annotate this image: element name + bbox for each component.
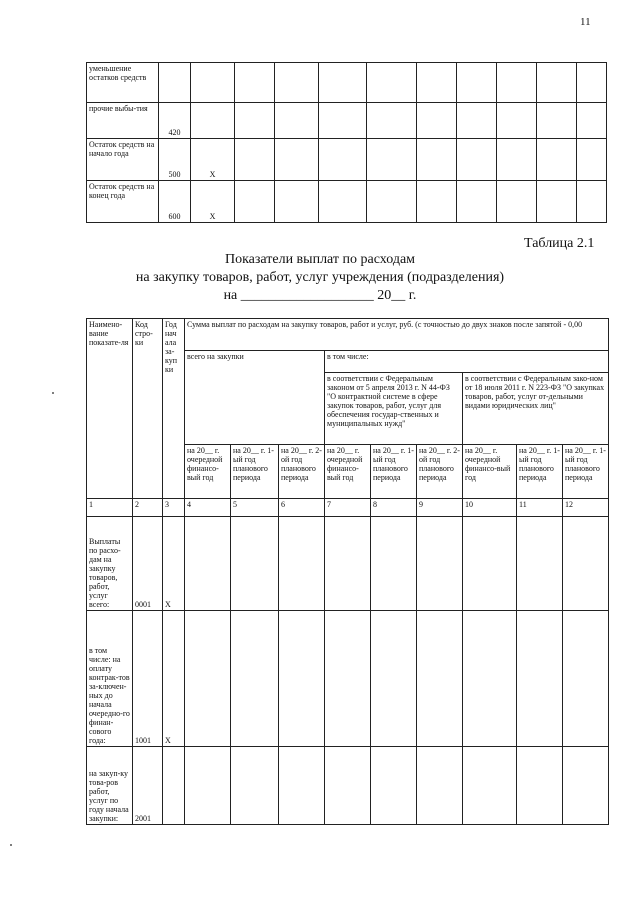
col-number: 3 xyxy=(163,499,185,517)
top-table xyxy=(86,62,607,223)
col-number: 5 xyxy=(231,499,279,517)
header-year: Год нач ала за-куп ки xyxy=(163,319,185,499)
row-name: в том числе: на оплату контрак-тов за-ключен-ных до начала очередно-го финан-сового года: xyxy=(87,611,133,747)
row-code: 500 xyxy=(159,139,191,181)
row-code: 0001 xyxy=(133,517,163,611)
col-number: 2 xyxy=(133,499,163,517)
header-all: всего на закупки xyxy=(185,351,325,445)
period-header: на 20__ г. 2-ой год планового периода xyxy=(417,445,463,499)
col-number: 8 xyxy=(371,499,417,517)
scan-speck xyxy=(10,844,12,846)
row-code: 420 xyxy=(159,103,191,139)
table-row xyxy=(87,181,607,223)
row-code: 2001 xyxy=(133,747,163,825)
title-line-2: на закупку товаров, работ, услуг учреждения (подразделения) xyxy=(135,270,505,285)
col-number: 7 xyxy=(325,499,371,517)
header-name: Наимено-вание показате-ля xyxy=(87,319,133,499)
col-number: 9 xyxy=(417,499,463,517)
row-x xyxy=(191,63,235,103)
table-row xyxy=(87,63,607,103)
title-line-3: на ___________________ 20__ г. xyxy=(223,288,417,303)
table-label: Таблица 2.1 xyxy=(524,236,595,251)
row-code xyxy=(159,63,191,103)
row-name: прочие выбы-тия xyxy=(87,103,159,139)
period-header: на 20__ г. очередной финансо-вый год xyxy=(185,445,231,499)
title-line-1: Показатели выплат по расходам xyxy=(224,252,416,267)
table-row xyxy=(87,611,609,747)
period-header: на 20__ г. 1-ый год планового периода xyxy=(371,445,417,499)
row-code: 1001 xyxy=(133,611,163,747)
row-name: Выплаты по расхо-дам на закупку товаров, работ, услуг всего: xyxy=(87,517,133,611)
col-number: 11 xyxy=(517,499,563,517)
main-table xyxy=(86,318,609,825)
row-x: X xyxy=(191,139,235,181)
row-year xyxy=(163,747,185,825)
row-x: X xyxy=(191,181,235,223)
period-header: на 20__ г. 1-ый год планового периода xyxy=(563,445,609,499)
table-row xyxy=(87,139,607,181)
row-name: уменьшение остатков средств xyxy=(87,63,159,103)
header-law44: в соответствии с Федеральным законом от 5 апреля 2013 г. N 44-ФЗ "О контрактной системе в сфере закупок товаров, работ, услуг для обеспечения государ-ственных и муниципальных нужд" xyxy=(325,373,463,445)
header-incl: в том числе: xyxy=(325,351,609,373)
page-number: 11 xyxy=(580,16,591,28)
row-year: X xyxy=(163,517,185,611)
row-code: 600 xyxy=(159,181,191,223)
scan-speck xyxy=(52,392,54,394)
column-numbers-row xyxy=(87,499,609,517)
table-row xyxy=(87,517,609,611)
col-number: 10 xyxy=(463,499,517,517)
header-sum: Сумма выплат по расходам на закупку товаров, работ и услуг, руб. (с точностью до двух знаков после запятой - 0,00 xyxy=(185,319,609,351)
period-header: на 20__ г. 1-ый год планового периода xyxy=(231,445,279,499)
period-header: на 20__ г. очередной финансо-вый год xyxy=(325,445,371,499)
table-row xyxy=(87,747,609,825)
row-name: на закуп-ку това-ров работ, услуг по году начала закупки: xyxy=(87,747,133,825)
col-number: 4 xyxy=(185,499,231,517)
row-year: X xyxy=(163,611,185,747)
period-header: на 20__ г. 1-ый год планового периода xyxy=(517,445,563,499)
header-law223: в соответствии с Федеральным зако-ном от 18 июля 2011 г. N 223-ФЗ "О закупках товаров, работ, услуг от-дельными видами юридических лиц" xyxy=(463,373,609,445)
col-number: 6 xyxy=(279,499,325,517)
table-row xyxy=(87,103,607,139)
row-name: Остаток средств на начало года xyxy=(87,139,159,181)
period-header: на 20__ г. очередной финансо-вый год xyxy=(463,445,517,499)
row-x xyxy=(191,103,235,139)
col-number: 12 xyxy=(563,499,609,517)
header-code: Код стро-ки xyxy=(133,319,163,499)
col-number: 1 xyxy=(87,499,133,517)
period-header: на 20__ г. 2-ой год планового периода xyxy=(279,445,325,499)
row-name: Остаток средств на конец года xyxy=(87,181,159,223)
